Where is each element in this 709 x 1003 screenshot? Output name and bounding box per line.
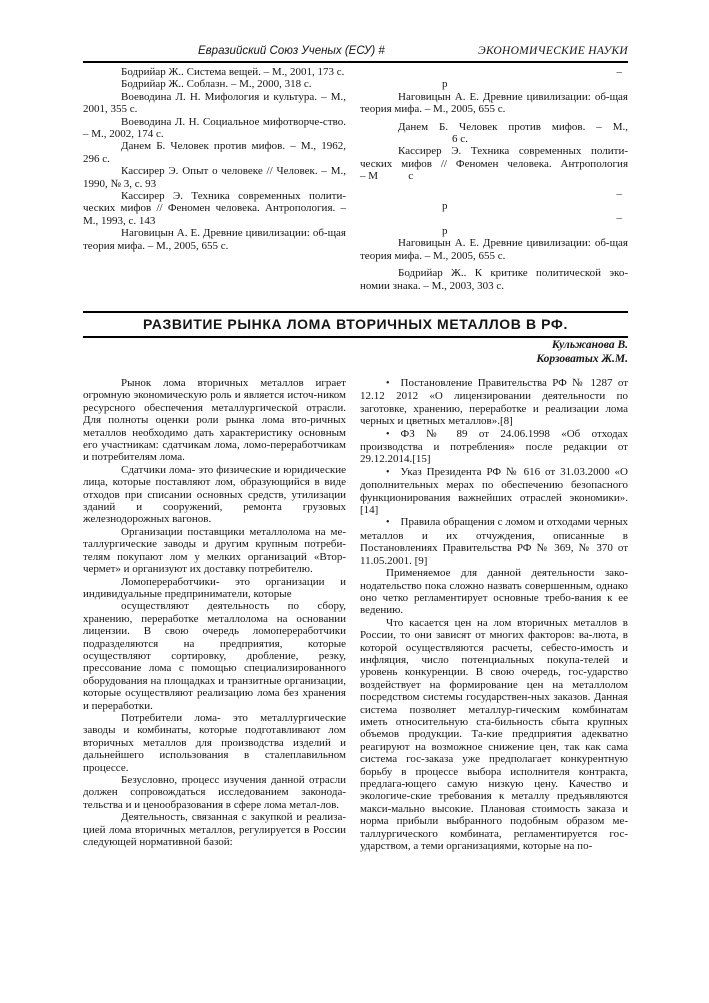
header-rule	[83, 61, 628, 63]
reference-item: Воеводина Л. Н. Мифология и культура. – М., 2001, 355 с.	[83, 90, 346, 116]
paragraph-text: Применяемое для данной деятельности зако-нодательство пока сложно назвать совершенным, однако оно четко регламентирует основные требо-вания к ее ведению.	[360, 567, 628, 617]
reference-item: Кассирер Э. Опыт о человеке // Человек. – М., 1990, № 3, с. 93	[83, 165, 346, 190]
reference-item: Кассирер Э. Техника современных полити-ческих мифов // Феномен человека. Антропология	[360, 145, 628, 170]
paragraph: Организации поставщики металлолома на ме-таллургические заводы и другим крупным потреби-телям покупают лом у мелких организаций «Втор-чермет» и организуют их доставку потребителю.	[83, 525, 346, 576]
reference-item: –	[616, 187, 622, 200]
authors-block	[536, 338, 628, 366]
reference-item: Кассирер Э. Техника современных полити-ческих мифов // Феномен человека. Антропология. – М., 1993, с. 143	[83, 190, 346, 227]
paragraph-text: ФЗ № 89 от 24.06.1998 «Об отходах производства и потребления» после редакции от 29.12.2014.[15]	[360, 427, 628, 466]
author-name: Корзоватых Ж.М.	[536, 353, 628, 365]
references-right-column	[360, 66, 628, 292]
reference-item: Данем Б. Человек против мифов. – М., 1962, 296 с.	[83, 140, 346, 165]
reference-item: Наговицын А. Е. Древние цивилизации: об-щая теория мифа. – М., 2005, 655 с.	[360, 90, 628, 116]
reference-item: –	[616, 212, 622, 225]
paragraph-text: Правила обращения с ломом и отходами черных металлов и их отчуждения, описанные в Постановлениях Правительства РФ № 369, № 370 от 11.05.2001. [9]	[360, 516, 628, 567]
paragraph-text: Постановление Правительства РФ № 1287 от 12.12 2012 «О лицензировании деятельности по заготовке, хранению, переработке и реализации лома черных и цветных металлов».[8]	[360, 377, 628, 428]
reference-item: р	[442, 224, 448, 237]
reference-item: 6 с.	[452, 133, 468, 146]
references-left-column	[83, 66, 346, 252]
bullet-icon: •	[386, 428, 390, 440]
reference-item: Наговицын А. Е. Древние цивилизации: об-щая теория мифа. – М., 2005, 655 с.	[83, 227, 346, 252]
paragraph	[360, 466, 628, 517]
paragraph: Безусловно, процесс изучения данной отрасли должен сопровождаться исследованием законода-тельства и и ценообразования в сфере лома метал-лов.	[83, 774, 346, 811]
reference-item: Наговицын А. Е. Древние цивилизации: об-щая теория мифа. – М., 2005, 655 с.	[360, 237, 628, 262]
bullet-icon: •	[386, 378, 390, 389]
paragraph-text: Указ Президента РФ № 616 от 31.03.2000 «О дополнительных мерах по обеспечению безопасного функционирования важнейших отраслей экономики». [14]	[360, 465, 628, 517]
paragraph: Потребители лома- это металлургические заводы и комбинаты, которые подготавливают лом вторичных металлов для производства изделий и дальнейшего использования в сталеплавильном процессе.	[83, 711, 346, 774]
section-heading: ЭКОНОМИЧЕСКИЕ НАУКИ	[478, 45, 628, 57]
body-right-column	[360, 377, 628, 852]
paragraph	[360, 377, 628, 428]
article-title: РАЗВИТИЕ РЫНКА ЛОМА ВТОРИЧНЫХ МЕТАЛЛОВ В РФ.	[143, 316, 568, 332]
paragraph	[360, 617, 628, 853]
paragraph: осуществляют деятельность по сбору, хранению, переработке металлолома на основании лицензии. В свою очередь ломопереработчики подразделяются на предприятия, которые осуществляют сортировку, дробление, резку, прессование лома с помощью специализированного оборудования на площадках и транзитные организации, которые осуществляют реализацию лома без хранения и переработки.	[83, 600, 346, 712]
reference-item: Данем Б. Человек против мифов. – М.,	[398, 120, 628, 133]
paragraph	[360, 428, 628, 466]
journal-title: Евразийский Союз Ученых (ЕСУ) #	[198, 45, 385, 57]
paragraph: Деятельность, связанная с закупкой и реализа-цией лома вторичных металлов, регулируется в России следующей нормативной базой:	[83, 811, 346, 849]
reference-item: – М с	[360, 170, 414, 183]
reference-item: –	[616, 66, 622, 78]
reference-item: Бодрийар Ж.. Система вещей. – М., 2001, 173 с.	[121, 66, 345, 78]
article-title-band	[83, 311, 628, 338]
bullet-icon: •	[386, 466, 390, 478]
bullet-icon: •	[386, 517, 390, 529]
paragraph-text: Что касается цен на лом вторичных металлов в России, то они зависят от многих факторов: ва-люта, в которой осуществляются расчеты, себесто-имость и инфляция, число потенциальных покупа-телей и уровень конкуренции. В свою очередь, гос-ударство воздействует на формирование цен на металлолом посредством системы государствен-ных заказов. Данная система позволяет металлур-гическим комбинатам иметь относительную ста-бильность сбыта крупных объемов продукции. Та-кие предприятия адекватно реагируют на возможное снижение цен, так как сама система гос-заказа уже предполагает конкурентную борьбу в процессе выбора исполнителя контракта, предлага-ющего самую низкую цену. Качество и экологиче-ские требования к металлу предъявляются макси-мально высокие. Плановая стоимость заказа и норма прибыли выбранного подобным образом ме-таллургического комбината, регламентируется гос-ударством, а теми организациями, которые на по-	[360, 616, 628, 853]
page-header	[83, 45, 628, 60]
body-left-column	[83, 377, 346, 848]
reference-item: Бодрийар Ж.. К критике политической эко-номии знака. – М., 2003, 303 с.	[360, 267, 628, 292]
reference-item: Воеводина Л. Н. Социальное мифотворче-ство. – М., 2002, 174 с.	[83, 115, 346, 141]
paragraph: Ломопереработчики- это организации и индивидуальные предприниматели, которые	[83, 575, 346, 600]
reference-item: Бодрийар Ж.. Соблазн. – М., 2000, 318 с.	[121, 78, 312, 91]
reference-item: р	[442, 78, 448, 91]
reference-item: р	[442, 200, 448, 213]
author-name: Кульжанова В.	[551, 339, 628, 351]
paragraph: Рынок лома вторичных металлов играет огромную экономическую роль и является источ-ником ресурсного обеспечения металлургической отрасли. Для полноты оценки роли рынка лома вто-ричных металлов необходимо дать характеристику основным его участникам: сдатчикам лома, ломо-переработчикам и потребителям лома.	[83, 377, 346, 464]
paragraph: Сдатчики лома- это физические и юридические лица, которые поставляют лом, образующийся в виде отходов при списании основных средств, утилизации зданий и сооружений, ремонта грузовых железнодорожных вагонов.	[83, 463, 346, 526]
paragraph	[360, 516, 628, 567]
paragraph	[360, 567, 628, 617]
